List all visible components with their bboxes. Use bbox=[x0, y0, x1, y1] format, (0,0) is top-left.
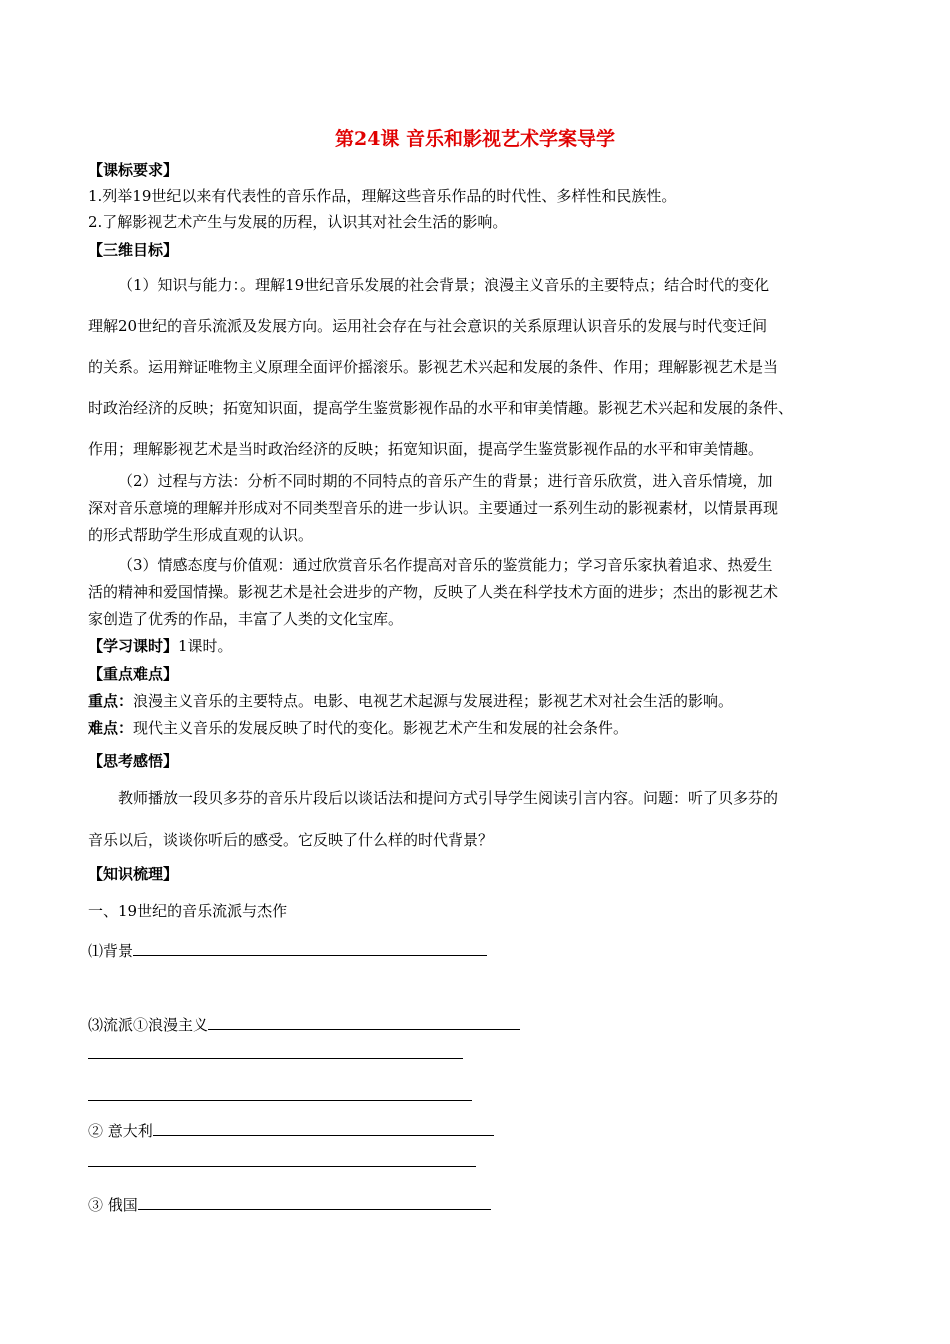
answer-blank[interactable] bbox=[88, 1166, 476, 1167]
study-hours-text: 1课时。 bbox=[178, 637, 233, 655]
knowledge-subheading: 一、19世纪的音乐流派与杰作 bbox=[88, 902, 288, 920]
study-hours bbox=[88, 636, 233, 656]
objectives-p2-line: 的形式帮助学生形成直观的认识。 bbox=[88, 526, 314, 544]
objectives-p3-line: 活的精神和爱国情操。影视艺术是社会进步的产物，反映了人类在科学技术方面的进步；杰出的影视艺术 bbox=[88, 583, 779, 601]
difficult-point-text: 现代主义音乐的发展反映了时代的变化。影视艺术产生和发展的社会条件。 bbox=[133, 719, 629, 737]
romanticism-field bbox=[88, 1014, 520, 1035]
objectives-p1-line: 理解20世纪的音乐流派及发展方向。运用社会存在与社会意识的关系原理认识音乐的发展与时代变迁间 bbox=[88, 317, 768, 335]
key-point-label: 重点： bbox=[88, 692, 134, 710]
russia-field bbox=[88, 1194, 491, 1215]
answer-blank[interactable] bbox=[88, 1058, 463, 1059]
russia-label: ③ 俄国 bbox=[88, 1196, 138, 1214]
objectives-p1-line: 作用；理解影视艺术是当时政治经济的反映；拓宽知识面，提高学生鉴赏影视作品的水平和审美情趣。 bbox=[88, 440, 764, 458]
italy-field bbox=[88, 1120, 494, 1141]
background-label: ⑴背景 bbox=[88, 942, 134, 960]
objectives-p1-line: （1）知识与能力：。理解19世纪音乐发展的社会背景；浪漫主义音乐的主要特点；结合时代的变化 bbox=[118, 276, 770, 294]
key-point bbox=[88, 691, 733, 711]
reflection-line: 教师播放一段贝多芬的音乐片段后以谈话法和提问方式引导学生阅读引言内容。问题：听了贝多芬的 bbox=[118, 789, 779, 807]
curriculum-item-2: 2.了解影视艺术产生与发展的历程，认识其对社会生活的影响。 bbox=[88, 213, 508, 231]
objectives-p2-line: 深对音乐意境的理解并形成对不同类型音乐的进一步认识。主要通过一系列生动的影视素材，以情景再现 bbox=[88, 499, 779, 517]
curriculum-item-1: 1.列举19世纪以来有代表性的音乐作品，理解这些音乐作品的时代性、多样性和民族性。 bbox=[88, 187, 677, 205]
reflection-line: 音乐以后，谈谈你听后的感受。它反映了什么样的时代背景？ bbox=[88, 831, 494, 849]
objectives-heading: 【三维目标】 bbox=[88, 241, 179, 259]
answer-blank[interactable] bbox=[88, 1100, 472, 1101]
italy-label: ② 意大利 bbox=[88, 1122, 153, 1140]
keypoints-heading: 【重点难点】 bbox=[88, 665, 179, 683]
objectives-p3-line: 家创造了优秀的作品，丰富了人类的文化宝库。 bbox=[88, 610, 404, 628]
background-blank[interactable] bbox=[133, 940, 487, 956]
romanticism-blank[interactable] bbox=[208, 1014, 520, 1030]
objectives-p1-line: 时政治经济的反映；拓宽知识面，提高学生鉴赏影视作品的水平和审美情趣。影视艺术兴起和发展的条件、 bbox=[88, 399, 794, 417]
study-hours-heading: 【学习课时】 bbox=[88, 637, 179, 655]
objectives-p1-line: 的关系。运用辩证唯物主义原理全面评价摇滚乐。影视艺术兴起和发展的条件、作用；理解影视艺术是当 bbox=[88, 358, 779, 376]
romanticism-label: ⑶流派①浪漫主义 bbox=[88, 1016, 209, 1034]
page-title: 第24课 音乐和影视艺术学案导学 bbox=[334, 128, 616, 150]
objectives-p3-line: （3）情感态度与价值观：通过欣赏音乐名作提高对音乐的鉴赏能力；学习音乐家执着追求、热爱生 bbox=[118, 556, 773, 574]
difficult-point-label: 难点： bbox=[88, 719, 134, 737]
objectives-p2-line: （2）过程与方法：分析不同时期的不同特点的音乐产生的背景；进行音乐欣赏，进入音乐情境，加 bbox=[118, 472, 773, 490]
reflection-heading: 【思考感悟】 bbox=[88, 752, 179, 770]
russia-blank[interactable] bbox=[138, 1194, 491, 1210]
italy-blank[interactable] bbox=[153, 1120, 494, 1136]
background-field bbox=[88, 940, 487, 961]
knowledge-heading: 【知识梳理】 bbox=[88, 865, 179, 883]
curriculum-heading: 【课标要求】 bbox=[88, 161, 179, 179]
difficult-point bbox=[88, 718, 628, 738]
key-point-text: 浪漫主义音乐的主要特点。电影、电视艺术起源与发展进程；影视艺术对社会生活的影响。 bbox=[133, 692, 734, 710]
